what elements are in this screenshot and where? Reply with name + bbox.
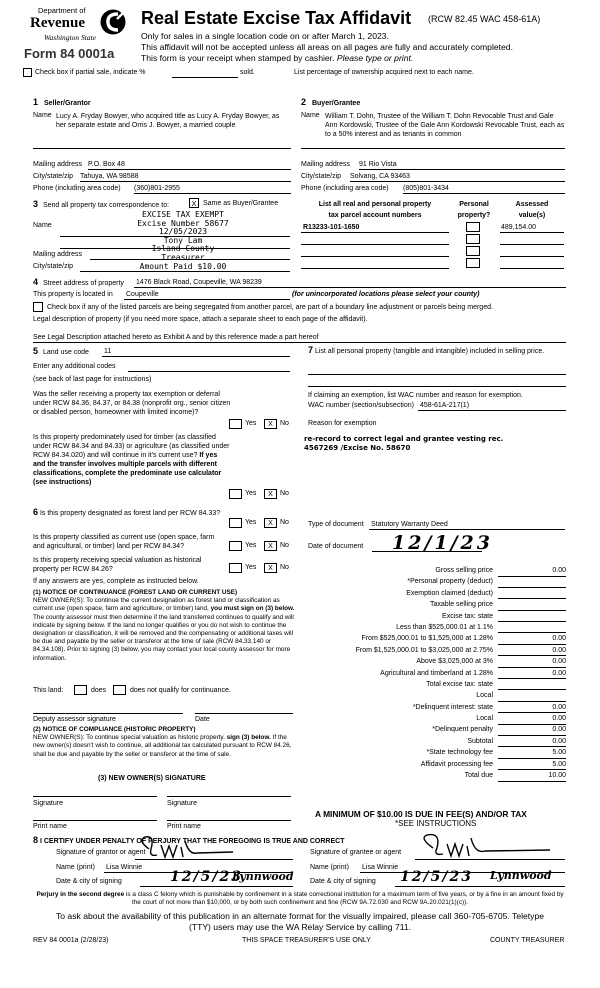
grantor-signature-label: Signature of grantor or agent [56, 849, 146, 856]
doc-type-label: Type of document [308, 521, 364, 528]
section-2-heading [301, 97, 360, 108]
section-8-num: 8 [33, 835, 39, 845]
seller-name-label: Name [33, 112, 52, 119]
personal-property-checkbox[interactable] [466, 234, 480, 244]
tax-row-label: Less than $525,000.01 at 1.1% [396, 623, 493, 631]
grantee-sign-city[interactable]: Lynnwood [490, 869, 552, 882]
tax-row [300, 634, 568, 645]
tax-row-label: Excise tax: state [442, 612, 493, 620]
q1-no-label: No [280, 420, 289, 427]
tax-row-value[interactable]: 0.00 [498, 647, 566, 657]
tax-row-value[interactable]: 0.00 [498, 670, 566, 680]
tax-row-label: Total due [464, 772, 493, 780]
tax-row [300, 577, 568, 588]
q1-yes-checkbox[interactable] [229, 419, 242, 429]
land-use-label: Land use code [42, 349, 89, 356]
exemption-question: Was the seller receiving a property tax exemption or deferral under RCW 84.36, 84.37, or 84.38 (nonprofit org., senior citizen or disabled person, homeowner with limited income)? [33, 391, 231, 416]
tax-row [300, 725, 568, 736]
notice-continuance: (1) NOTICE OF CONTINUANCE (FOREST LAND OR CURRENT USE) NEW OWNER(S): To continue the current designation as forest land or classification as current use (open space, farm and agriculture, or timber) land, you must sign on (3) below. The county assessor must then determine if the land transferred continues to qualify and will indicate by signing below. If the land no longer qualifies or you do not wish to continue the designation or classification, it will be removed and the compensating or additional taxes will be due and payable by the seller or transferor at the time of sale (RCW 84.33.140 or 84.34.108). Prior to signing (3) below, you may contact your local county assessor for more information. [33, 589, 295, 662]
deputy-date-label: Date [195, 716, 210, 723]
type-or-print-text: Please type or print. [336, 53, 414, 63]
section-4-num: 4 [33, 277, 39, 287]
tax-row-label: *Delinquent interest: state [412, 703, 493, 711]
owner-print-name-label: Print name [167, 823, 201, 830]
section-2-num: 2 [301, 97, 307, 107]
section-7: 7 List all personal property (tangible and intangible) included in selling price. [308, 345, 545, 355]
historic-yes-checkbox[interactable] [229, 563, 242, 573]
dept-of-text: Department of [38, 6, 86, 15]
section-7-num: 7 [308, 345, 314, 355]
seller-mail-label: Mailing address [33, 161, 83, 168]
tax-row [300, 600, 568, 611]
tax-row-value[interactable]: 5.00 [498, 749, 566, 759]
current-use-question: Is this property classified as current use (open space, farm and agricultural, or timber) land per RCW 84.34? [33, 534, 215, 550]
seller-phone[interactable]: (360)801-2955 [134, 185, 180, 192]
seller-phone-label: Phone (including area code) [33, 185, 121, 192]
section-4-heading [33, 277, 124, 288]
stamp-line: Amount Paid $10.00 [139, 261, 227, 271]
seller-mail[interactable]: P.O. Box 48 [88, 161, 125, 168]
deputy-signature-label: Deputy assessor signature [33, 716, 116, 723]
tax-row-label: *Delinquent penalty [432, 726, 493, 734]
buyer-name[interactable]: William T. Dohn, Trustee of the William T. Dohn Revocable Trust and Gale Ann Kordowski, Trustee of the Gale Ann Kordowski Revocable Trust, each as to a 50% interest and as tenants in common [325, 113, 565, 138]
street-address[interactable]: 1476 Black Road, Coupeville, WA 98239 [136, 279, 262, 286]
stamp-line: EXCISE TAX EXEMPT [142, 210, 224, 219]
treasurer-use-label: THIS SPACE TREASURER'S USE ONLY [242, 937, 371, 944]
owner-print-name-label: Print name [33, 823, 67, 830]
seller-heading: Seller/Grantor [43, 100, 91, 107]
located-note: (for unincorporated locations please select your county) [292, 291, 480, 298]
grantor-sign-city[interactable]: Lynnwood [232, 870, 294, 883]
buyer-mail[interactable]: 91 Rio Vista [359, 161, 397, 168]
form-title-ref: (RCW 82.45 WAC 458-61A) [428, 14, 541, 24]
header-line-1: Only for sales in a single location code on or after March 1, 2023. [141, 31, 389, 41]
grantor-signature[interactable] [135, 835, 235, 861]
grantee-name-label: Name (print) [310, 864, 349, 871]
grantor-name-label: Name (print) [56, 864, 95, 871]
section-3-num: 3 [33, 199, 39, 209]
personal-property-checkbox[interactable] [466, 246, 480, 256]
section-3-heading [33, 199, 169, 210]
revision-id: REV 84 0001a (2/28/23) [33, 937, 109, 944]
see-back-note: (see back of last page for instructions) [33, 376, 152, 383]
additional-codes-label: Enter any additional codes [33, 363, 116, 370]
tax-row-value[interactable] [498, 601, 566, 611]
if-yes-note: If any answers are yes, complete as instructed below. [33, 578, 199, 585]
stamp-line: 12/05/2023 [158, 227, 208, 237]
stamp-line: Excise Number 58677 [137, 218, 229, 228]
grantee-date-label: Date & city of signing [310, 878, 376, 885]
tax-row-value[interactable] [498, 692, 566, 702]
section-5-num: 5 [33, 346, 39, 356]
tax-row-label: Local [476, 692, 493, 700]
current-use-yes-checkbox[interactable] [229, 541, 242, 551]
does-label: does [91, 687, 107, 694]
does-checkbox[interactable] [74, 685, 87, 695]
legal-description[interactable]: See Legal Description attached hereto as Exhibit A and by this reference made a part hereof [33, 334, 319, 341]
tax-row [300, 612, 568, 623]
tax-row-label: Gross selling price [435, 567, 493, 574]
personal-header: Personal property? [457, 201, 491, 219]
minimum-notice: A MINIMUM OF $10.00 IS DUE IN FEE(S) AND/OR TAX [315, 809, 527, 819]
tax-row [300, 691, 568, 702]
q2-yes-label: Yes [245, 490, 257, 497]
exempt-stamp [133, 211, 233, 271]
tax-row-label: From $1,525,000.01 to $3,025,000 at 2.75% [355, 646, 493, 654]
tax-row-label: *Personal property (deduct) [407, 578, 493, 586]
tax-row-value[interactable]: 0.00 [498, 715, 566, 725]
form-id: Form 84 0001a [24, 46, 115, 61]
personal-property-checkbox[interactable] [466, 222, 480, 232]
buyer-name-label: Name [301, 112, 320, 119]
section-1-heading [33, 97, 91, 108]
ownership-note: List percentage of ownership acquired next to each name. [294, 69, 474, 76]
grantor-date-label: Date & city of signing [56, 878, 122, 885]
header-line-3 [141, 53, 413, 63]
tax-row-value[interactable]: 0.00 [498, 726, 566, 736]
forest-no-label: No [280, 519, 289, 526]
tax-row-label: Exemption claimed (deduct) [406, 589, 493, 597]
header-line-2: This affidavit will not be accepted unless all areas on all pages are fully and accurately completed. [141, 42, 513, 52]
tax-row-value[interactable]: 0.00 [498, 567, 566, 577]
land-use-code[interactable]: 11 [104, 348, 112, 355]
grantor-sign-date[interactable]: 12/5/23 [170, 869, 243, 885]
tax-row [300, 589, 568, 600]
owner-signature-label: Signature [167, 800, 197, 807]
legal-description-label: Legal description of property (if you need more space, attach a separate sheet to each page of the affidavit). [33, 316, 368, 323]
tax-row-value[interactable] [498, 624, 566, 634]
tax-row-label: Local [476, 715, 493, 723]
tax-row-value[interactable]: 10.00 [498, 772, 566, 782]
exemption-claim-label: If claiming an exemption, list WAC number and reason for exemption. [308, 392, 523, 399]
tax-row [300, 737, 568, 748]
county-treasurer-label: COUNTY TREASURER [490, 937, 565, 944]
section-8-certify: 8 I CERTIFY UNDER PENALTY OF PERJURY THAT THE FOREGOING IS TRUE AND CORRECT [33, 835, 345, 845]
q2-no-label: No [280, 490, 289, 497]
tax-row-label: Taxable selling price [429, 601, 493, 609]
wac-label: WAC number (section/subsection) [308, 402, 414, 409]
partial-sale-checkbox[interactable] [23, 68, 32, 77]
tax-row-value[interactable]: 5.00 [498, 761, 566, 771]
grantor-print-name[interactable]: Lisa Winnie [106, 864, 143, 871]
revenue-wordmark: Revenue [30, 15, 85, 31]
tax-row [300, 657, 568, 668]
forest-yes-checkbox[interactable] [229, 518, 242, 528]
stamp-line: Tony Lam [163, 235, 203, 245]
doc-date[interactable]: 12/1/23 [392, 532, 493, 554]
tax-table [300, 566, 568, 782]
forest-yes-label: Yes [245, 519, 257, 526]
timber-question: Is this property predominately used for timber (as classified under RCW 84.34 and 84.33) or agriculture (as classified under RCW 84.34.020) and will continue in it's current use? If yes and the transfer involves multiple parcels with different classifications, complete the predominate use calculator (see instructions) [33, 434, 230, 486]
current-use-no-checkbox[interactable]: X [264, 541, 277, 551]
tax-row [300, 748, 568, 759]
segregation-checkbox[interactable] [33, 302, 43, 312]
tax-row-label: Agricultural and timberland at 1.28% [380, 669, 493, 677]
q1-yes-label: Yes [245, 420, 257, 427]
tax-row-label: Total excise tax: state [426, 680, 493, 688]
partial-sale-sold: sold. [240, 69, 255, 76]
current-use-no-label: No [280, 542, 289, 549]
buyer-mail-label: Mailing address [301, 161, 351, 168]
perjury-notice: Perjury in the second degree is a class C felony which is punishable by confinement in a state correctional institution for a maximum term of five years, or by a fine in an amount fixed by the court of not more than $10,000, or by both such confinement and fine (RCW 9A.72.030 and RCW 9A.20.021(1)(c)). [36, 891, 564, 907]
tax-row-label: *State technology fee [426, 749, 493, 757]
exemption-reason[interactable]: re-record to correct legal and grantee vesting rec. 4567269 /Excise No. 58670 [304, 435, 504, 452]
partial-sale-line [172, 77, 238, 78]
parcel-header: List all real and personal property tax parcel account numbers [318, 201, 432, 219]
same-as-buyer-label: Same as Buyer/Grantee [203, 200, 279, 207]
seller-city-label: City/state/zip [33, 173, 74, 180]
assessed-header: Assessed value(s) [515, 201, 549, 219]
partial-sale-label: Check box if partial sale, indicate % [35, 69, 146, 76]
buyer-phone-label: Phone (including area code) [301, 185, 389, 192]
q2-yes-checkbox[interactable] [229, 489, 242, 499]
new-owner-signature-heading: (3) NEW OWNER(S) SIGNATURE [98, 775, 206, 782]
this-land-label: This land: [33, 687, 64, 694]
tax-row-label: Affidavit processing fee [420, 760, 493, 768]
forest-no-checkbox[interactable]: X [264, 518, 277, 528]
accessibility-notice: To ask about the availability of this publication in an alternate format for the visually impaired, please call 360-705-6705. Teletype (TTY) users may use the WA Relay Service by calling 711. [55, 911, 545, 932]
revenue-logo-icon [98, 8, 128, 36]
doc-type[interactable]: Statutory Warranty Deed [371, 521, 448, 528]
tax-row-value[interactable] [498, 681, 566, 691]
tax-row-value[interactable] [498, 578, 566, 588]
same-as-buyer-checkbox[interactable]: X [189, 198, 199, 208]
street-label: Street address of property [42, 280, 124, 287]
buyer-phone[interactable]: (805)801-3434 [403, 185, 449, 192]
reason-label: Reason for exemption [308, 420, 377, 427]
grantee-sign-date[interactable]: 12/5/23 [400, 869, 473, 885]
historic-yes-label: Yes [245, 564, 257, 571]
tax-row [300, 669, 568, 680]
tax-row-label: Above $3,025,000 at 3% [416, 658, 493, 666]
q2-no-checkbox[interactable]: X [264, 489, 277, 499]
seller-name-line [33, 148, 291, 149]
located-value[interactable]: Coupeville [126, 291, 159, 298]
dor-logo [22, 4, 130, 66]
tax-row-label: From $525,000.01 to $1,525,000 at 1.28% [361, 635, 493, 643]
wac-number[interactable]: 458-61A-217(1) [420, 402, 470, 409]
tax-row [300, 646, 568, 657]
historic-no-label: No [280, 564, 289, 571]
tax-row [300, 680, 568, 691]
current-use-yes-label: Yes [245, 542, 257, 549]
segregation-label: Check box if any of the listed parcels are being segregated from another parcel, are part of a boundary line adjustment or parcels being merged. [47, 304, 493, 311]
historic-no-checkbox[interactable]: X [264, 563, 277, 573]
parcel-number[interactable]: R13233-101-1650 [303, 224, 360, 231]
correspondence-label: Send all property tax correspondence to: [42, 202, 170, 209]
buyer-heading: Buyer/Grantee [311, 100, 361, 107]
located-label: This property is located in [33, 291, 113, 298]
tax-row-value[interactable]: 0.00 [498, 704, 566, 714]
sec3-mail-label: Mailing address [33, 251, 83, 258]
notice-compliance: (2) NOTICE OF COMPLIANCE (HISTORIC PROPERTY) NEW OWNER(S): To continue special valuation as historic property, sign (3) below. If the new owner(s) doesn't wish to continue, all additional tax calculated pursuant to RCW 84.26, shall be due and payable by the seller or transferor at the time of sale. [33, 726, 292, 758]
does-not-checkbox[interactable] [113, 685, 126, 695]
section-1-num: 1 [33, 97, 39, 107]
tax-row-value[interactable] [498, 613, 566, 623]
tax-row-label: Subtotal [467, 737, 493, 745]
grantee-print-name[interactable]: Lisa Winnie [362, 864, 399, 871]
tax-row [300, 760, 568, 771]
section-5-heading [33, 346, 89, 357]
owner-signature-label: Signature [33, 800, 63, 807]
section-6-q1: 6 Is this property designated as forest land per RCW 84.33? [33, 507, 221, 517]
tax-row [300, 714, 568, 725]
seller-city[interactable]: Tahuya, WA 98588 [80, 173, 139, 180]
tax-row-value[interactable] [498, 590, 566, 600]
tax-row-value[interactable]: 0.00 [498, 658, 566, 668]
sec3-city-label: City/state/zip [33, 263, 74, 270]
grantee-signature[interactable] [415, 832, 555, 860]
does-not-label: does not qualify for continuance. [130, 687, 231, 694]
tax-row-value[interactable]: 0.00 [498, 635, 566, 645]
buyer-city[interactable]: Solvang, CA 93463 [350, 173, 410, 180]
q1-no-checkbox[interactable]: X [264, 419, 277, 429]
form-title: Real Estate Excise Tax Affidavit [141, 8, 412, 28]
seller-name[interactable]: Lucy A. Fryday Bowyer, who acquired title as Lucy A. Fryday Bowyer, as her separate estate and Orris J. Bowyer, a married couple [56, 113, 280, 129]
tax-row [300, 566, 568, 577]
receipt-text: This form is your receipt when stamped by cashier. [141, 53, 335, 63]
assessed-value[interactable]: 489,154.00 [501, 224, 537, 231]
sec3-name-label: Name [33, 222, 52, 229]
see-instructions: *SEE INSTRUCTIONS [395, 819, 477, 828]
tax-row [300, 623, 568, 634]
buyer-city-label: City/state/zip [301, 173, 342, 180]
personal-property-checkbox[interactable] [466, 258, 480, 268]
washington-state-text: Washington State [44, 33, 97, 42]
doc-date-label: Date of document [308, 543, 364, 550]
tax-row [300, 703, 568, 714]
historic-question: Is this property receiving special valuation as historical property per RCW 84.26? [33, 557, 202, 573]
section-6-num: 6 [33, 507, 39, 517]
stamp-line: Island County Treasurer [151, 244, 215, 262]
tax-row [300, 771, 568, 782]
grantee-signature-label: Signature of grantee or agent [310, 849, 402, 856]
tax-row-value[interactable]: 0.00 [498, 738, 566, 748]
